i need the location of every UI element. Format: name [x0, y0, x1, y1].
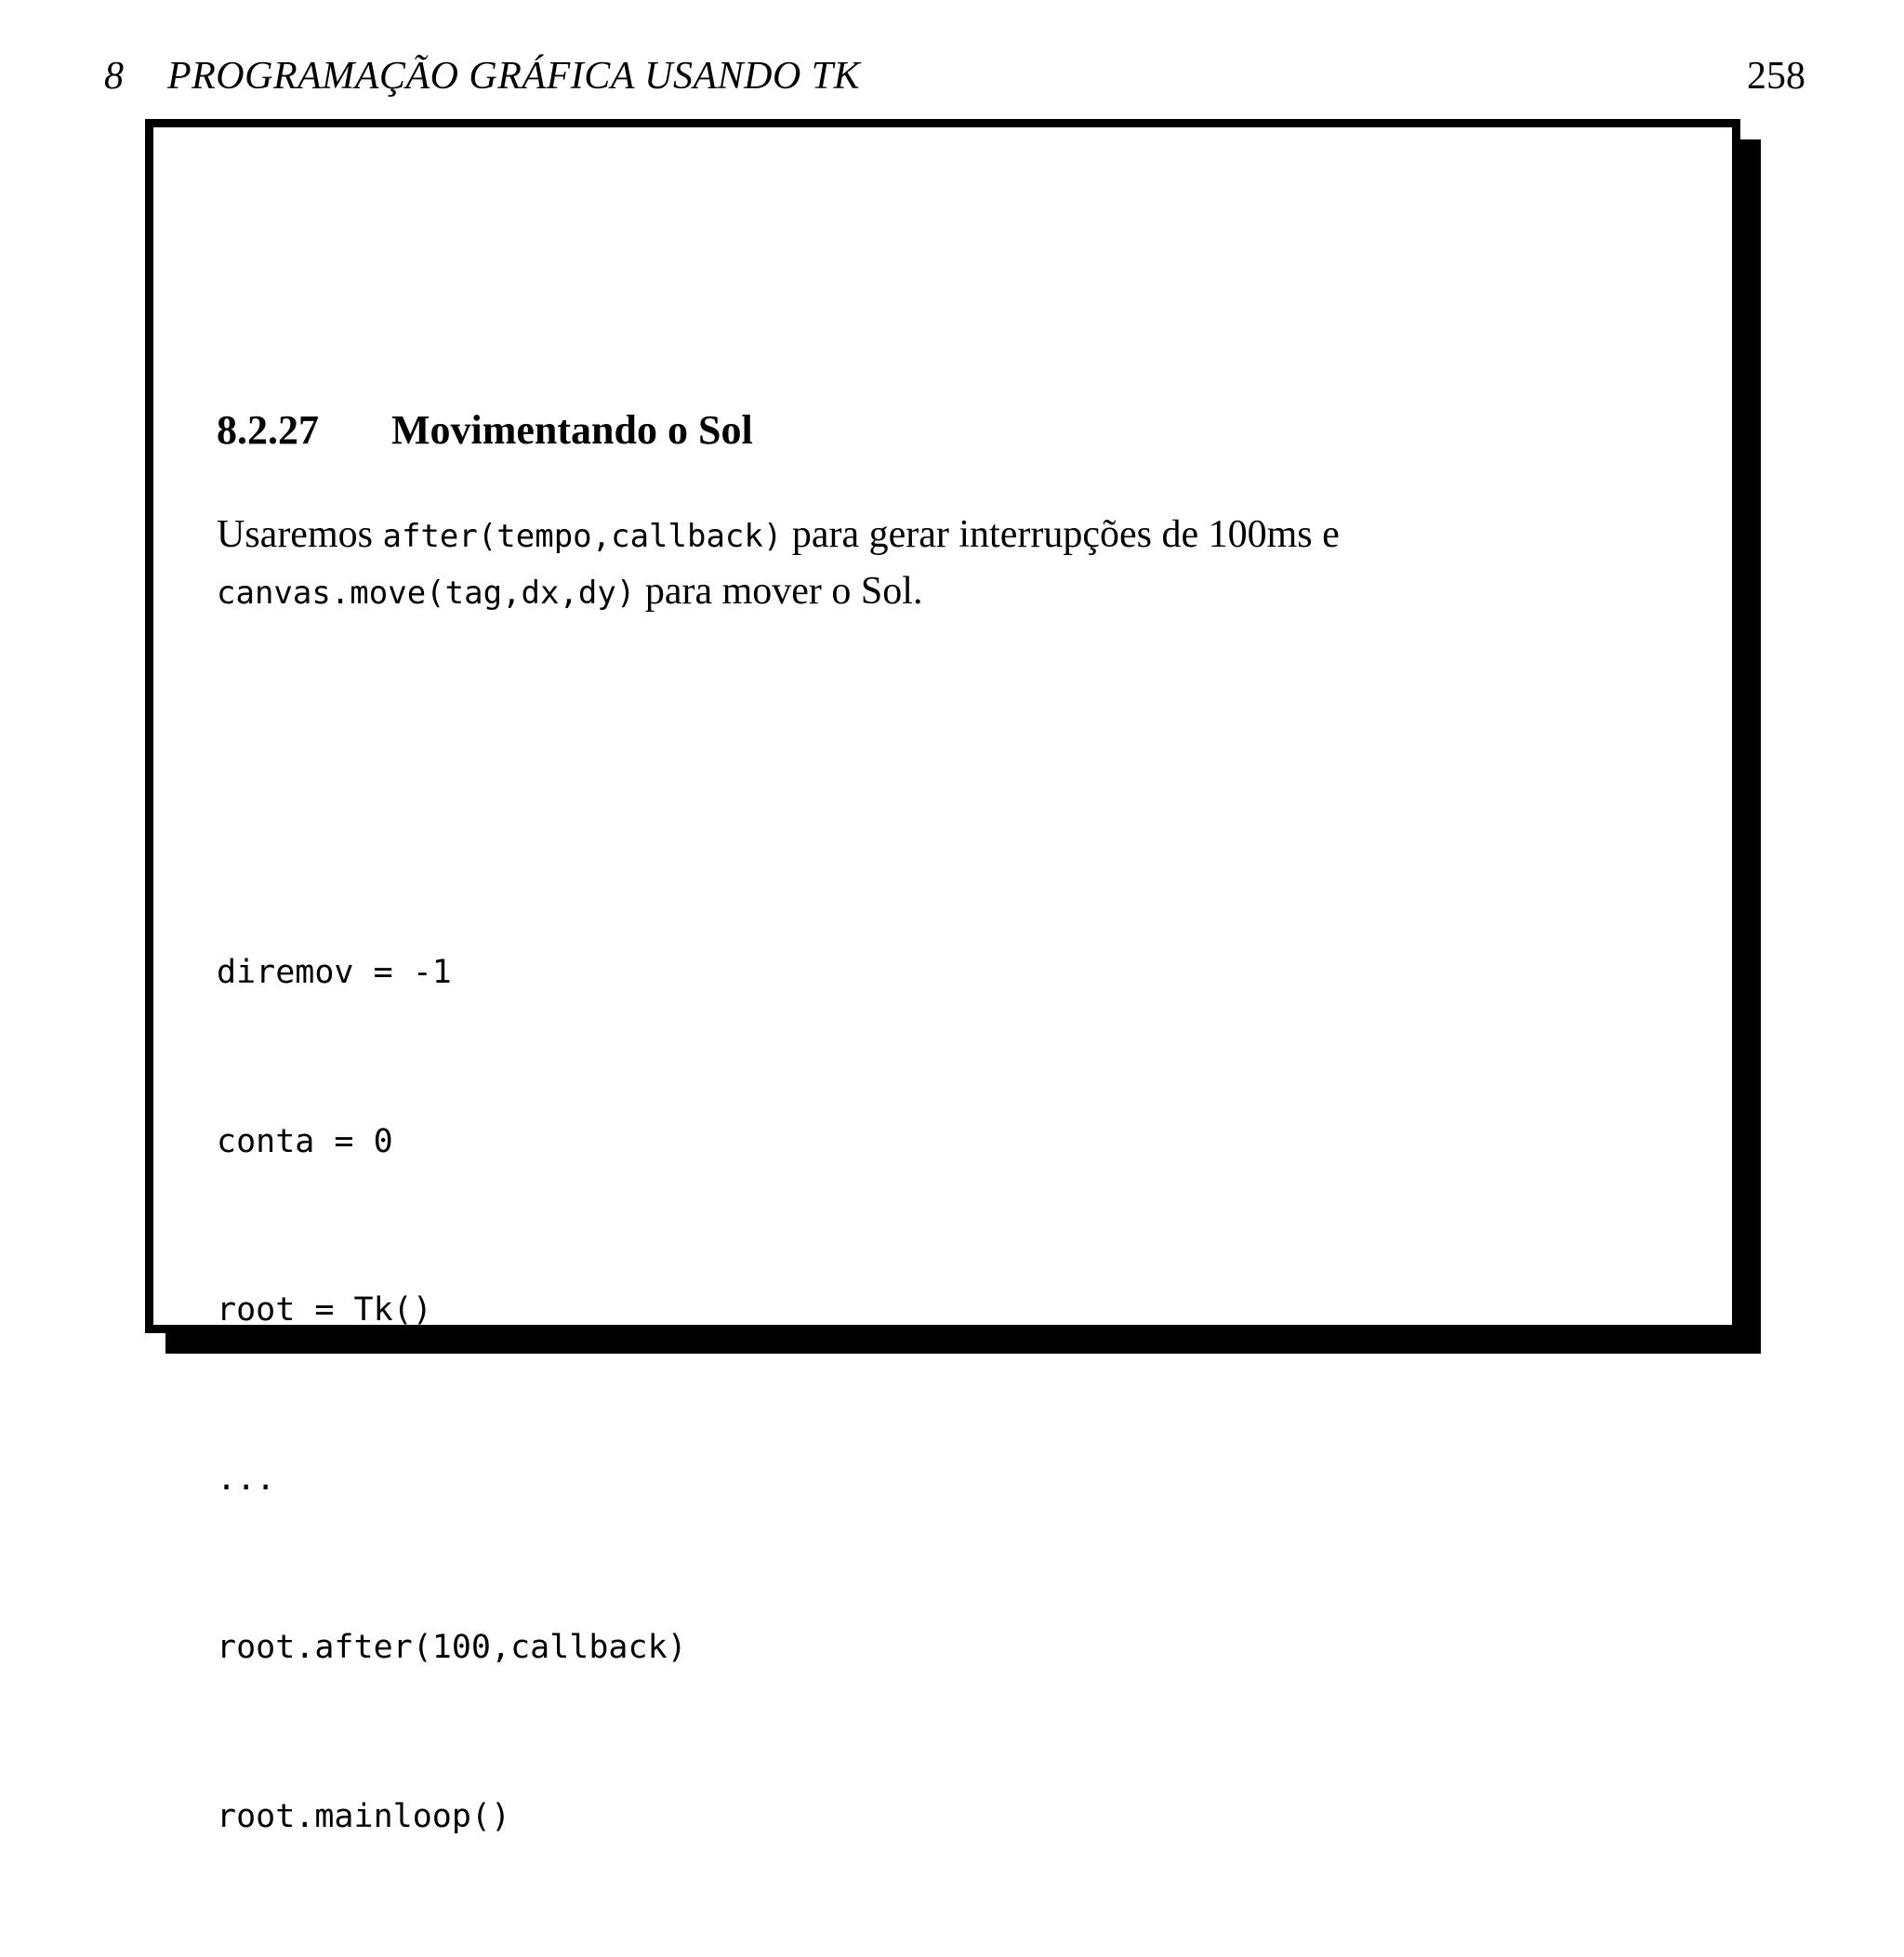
paragraph-line [217, 507, 1667, 563]
section-heading [217, 404, 753, 456]
section-title: Movimentando o Sol [391, 407, 753, 453]
page-number: 258 [1747, 55, 1805, 98]
code-line: root.after(100,callback) [217, 1629, 687, 1666]
inline-code: after(tempo,callback) [382, 518, 783, 555]
code-line: ... [217, 1460, 276, 1498]
slide-frame [145, 119, 1740, 1835]
code-line: diremov = -1 [217, 954, 452, 991]
code-block [217, 832, 687, 1957]
section-number: 8.2.27 [217, 407, 319, 453]
chapter-number: 8 [104, 55, 124, 98]
body-paragraph [217, 507, 1667, 620]
chapter-title: PROGRAMAÇÃO GRÁFICA USANDO TK [167, 55, 861, 98]
running-head [104, 48, 1805, 104]
paragraph-text: para gerar interrupções de 100ms e [782, 513, 1340, 556]
paragraph-text: Usaremos [217, 513, 383, 556]
paragraph-line [217, 563, 1667, 620]
code-line: conta = 0 [217, 1122, 393, 1160]
code-line: root.mainloop() [217, 1797, 511, 1835]
inline-code: canvas.move(tag,dx,dy) [217, 575, 636, 612]
paragraph-text: para mover o Sol. [635, 570, 923, 613]
code-line: root = Tk() [217, 1291, 432, 1329]
